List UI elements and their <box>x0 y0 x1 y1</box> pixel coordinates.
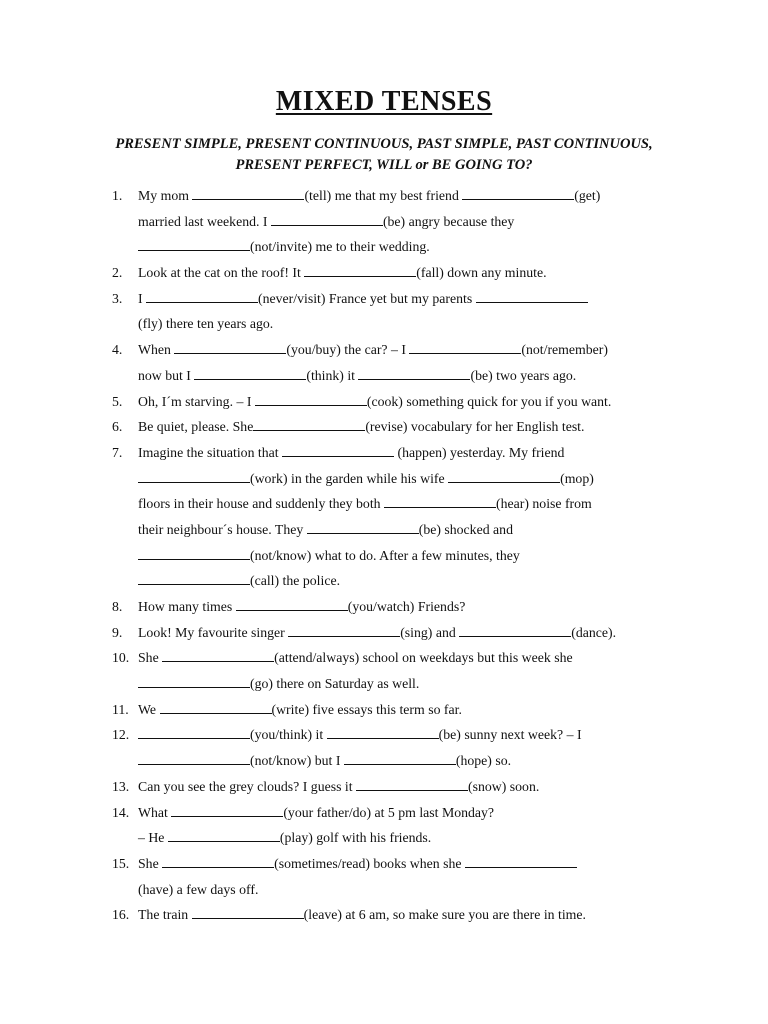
text-segment: (go) there on Saturday as well. <box>250 676 420 692</box>
text-segment: (your father/do) at 5 pm last Monday? <box>283 804 495 820</box>
exercise-text <box>138 671 419 697</box>
answer-blank[interactable] <box>271 213 383 226</box>
exercise-text <box>138 851 577 877</box>
text-segment: married last weekend. I <box>138 213 271 229</box>
exercise-text <box>138 260 547 286</box>
text-segment: Can you see the grey clouds? I guess it <box>138 778 357 794</box>
exercise-line <box>0 183 768 209</box>
answer-blank[interactable] <box>168 829 280 842</box>
exercise-line <box>0 825 768 851</box>
exercise-line <box>0 286 768 312</box>
exercise-text <box>138 466 594 492</box>
answer-blank[interactable] <box>192 906 304 919</box>
text-segment: She <box>138 855 163 871</box>
answer-blank[interactable] <box>171 804 283 817</box>
item-number: 2. <box>112 265 123 281</box>
text-segment: (leave) at 6 am, so make sure you are there in time. <box>303 907 586 923</box>
text-segment: (be) two years ago. <box>470 367 577 383</box>
exercise-line <box>0 877 768 903</box>
answer-blank[interactable] <box>162 855 274 868</box>
answer-blank[interactable] <box>255 393 367 406</box>
exercise-line <box>0 209 768 235</box>
exercise-line <box>0 851 768 877</box>
exercise-line <box>0 671 768 697</box>
text-segment: I <box>138 290 147 306</box>
text-segment: (get) <box>574 188 601 203</box>
answer-blank[interactable] <box>174 341 286 354</box>
answer-blank[interactable] <box>162 649 274 662</box>
item-number: 13. <box>112 778 130 794</box>
text-segment: When <box>138 342 175 358</box>
exercise-text <box>138 491 592 517</box>
answer-blank[interactable] <box>288 624 400 637</box>
answer-blank[interactable] <box>138 470 250 483</box>
answer-blank[interactable] <box>307 521 419 534</box>
item-number: 14. <box>112 804 130 820</box>
answer-blank[interactable] <box>138 752 250 765</box>
item-number: 5. <box>112 393 123 409</box>
exercise-text <box>138 645 573 671</box>
exercise-line <box>0 466 768 492</box>
page-title: MIXED TENSES <box>275 86 493 117</box>
text-segment: (fly) there ten years ago. <box>138 316 274 332</box>
subtitle-line-2: PRESENT PERFECT, WILL or BE GOING TO? <box>235 157 533 173</box>
exercise-line <box>0 389 768 415</box>
text-segment: (have) a few days off. <box>138 881 259 897</box>
text-segment: (play) golf with his friends. <box>279 830 432 846</box>
exercise-text <box>138 337 608 363</box>
text-segment: (dance). <box>571 624 617 640</box>
exercise-line <box>0 414 768 440</box>
text-segment: How many times <box>138 599 236 614</box>
answer-blank[interactable] <box>459 624 571 637</box>
exercise-line <box>0 645 768 671</box>
text-segment: (write) five essays this term so far. <box>271 701 462 717</box>
item-number: 6. <box>112 419 123 435</box>
answer-blank[interactable] <box>282 444 394 457</box>
text-segment: Look! My favourite singer <box>138 624 289 640</box>
text-segment: (cook) something quick for you if you want. <box>366 393 612 409</box>
exercise-text <box>138 697 462 723</box>
answer-blank[interactable] <box>138 726 250 739</box>
text-segment: (be) shocked and <box>418 521 513 537</box>
text-segment: (sometimes/read) books when she <box>274 855 465 871</box>
exercise-line <box>0 748 768 774</box>
text-segment: (call) the police. <box>250 573 341 589</box>
text-segment: (not/know) but I <box>250 753 344 769</box>
exercise-line <box>0 517 768 543</box>
answer-blank[interactable] <box>304 264 416 277</box>
text-segment: (happen) yesterday. My friend <box>394 444 565 460</box>
answer-blank[interactable] <box>462 187 574 200</box>
exercise-line <box>0 902 768 928</box>
answer-blank[interactable] <box>253 418 365 431</box>
item-number: 4. <box>112 342 123 358</box>
exercise-line <box>0 363 768 389</box>
exercise-line <box>0 337 768 363</box>
text-segment: (fall) down any minute. <box>416 265 547 281</box>
exercise-text <box>138 594 465 620</box>
text-segment: (hope) so. <box>455 753 512 769</box>
answer-blank[interactable] <box>192 187 304 200</box>
exercise-line <box>0 311 768 337</box>
answer-blank[interactable] <box>138 572 250 585</box>
exercise-text <box>138 722 582 748</box>
item-number: 12. <box>112 727 130 743</box>
exercise-line <box>0 260 768 286</box>
text-segment: (tell) me that my best friend <box>304 188 463 203</box>
subtitle-line-1: PRESENT SIMPLE, PRESENT CONTINUOUS, PAST SIMPLE, PAST CONTINUOUS, <box>115 136 653 152</box>
answer-blank[interactable] <box>448 470 560 483</box>
text-segment: – He <box>138 830 168 846</box>
answer-blank[interactable] <box>146 290 258 303</box>
exercise-text <box>138 414 584 440</box>
answer-blank[interactable] <box>344 752 456 765</box>
text-segment: (hear) noise from <box>496 496 592 512</box>
text-segment: We <box>138 701 160 717</box>
answer-blank[interactable] <box>327 726 439 739</box>
exercise-line <box>0 620 768 646</box>
exercise-text <box>138 440 564 466</box>
exercise-text <box>138 774 539 800</box>
text-segment: Look at the cat on the roof! It <box>138 265 305 281</box>
exercise-text <box>138 363 576 389</box>
item-number: 11. <box>112 701 129 717</box>
exercise-text <box>138 568 340 594</box>
answer-blank[interactable] <box>384 495 496 508</box>
exercise-text <box>138 902 586 928</box>
exercise-text <box>138 877 258 903</box>
text-segment: (snow) soon. <box>468 778 540 794</box>
exercise-text <box>138 286 588 312</box>
exercise-text <box>138 183 600 209</box>
text-segment: Be quiet, please. She <box>138 419 254 435</box>
text-segment: now but I <box>138 367 195 383</box>
item-number: 10. <box>112 650 130 666</box>
text-segment: (think) it <box>306 367 359 383</box>
text-segment: (attend/always) school on weekdays but this week she <box>274 650 573 666</box>
text-segment: What <box>138 804 172 820</box>
exercise-text <box>138 311 273 337</box>
item-number: 3. <box>112 290 123 306</box>
answer-blank[interactable] <box>138 547 250 560</box>
answer-blank[interactable] <box>138 675 250 688</box>
text-segment: (mop) <box>560 470 594 486</box>
text-segment: (you/think) it <box>250 727 327 743</box>
text-segment: (be) angry because they <box>382 213 515 229</box>
item-number: 9. <box>112 624 123 640</box>
text-segment: (not/invite) me to their wedding. <box>250 239 430 255</box>
exercise-line <box>0 543 768 569</box>
text-segment: The train <box>138 907 192 923</box>
exercise-line <box>0 440 768 466</box>
text-segment: their neighbour´s house. They <box>138 521 307 537</box>
item-number: 1. <box>112 188 123 203</box>
text-segment: (work) in the garden while his wife <box>250 470 449 486</box>
answer-blank[interactable] <box>465 855 577 868</box>
answer-blank[interactable] <box>409 341 521 354</box>
answer-blank[interactable] <box>356 778 468 791</box>
text-segment: (never/visit) France yet but my parents <box>258 290 476 306</box>
item-number: 8. <box>112 599 123 614</box>
exercise-text <box>138 800 494 826</box>
exercise-text <box>138 234 430 260</box>
exercise-line <box>0 774 768 800</box>
exercise-text <box>138 825 431 851</box>
page-subtitle <box>0 134 768 176</box>
text-segment: (revise) vocabulary for her English test. <box>365 419 585 435</box>
exercise-line <box>0 697 768 723</box>
answer-blank[interactable] <box>476 290 588 303</box>
text-segment: (sing) and <box>400 624 460 640</box>
item-number: 16. <box>112 907 130 923</box>
text-segment: (be) sunny next week? – I <box>438 727 582 743</box>
text-segment: My mom <box>138 188 193 203</box>
exercise-text <box>138 620 616 646</box>
exercise-list <box>0 183 768 928</box>
answer-blank[interactable] <box>236 598 348 611</box>
text-segment: Imagine the situation that <box>138 444 283 460</box>
exercise-text <box>138 209 514 235</box>
exercise-text <box>138 748 511 774</box>
answer-blank[interactable] <box>138 238 250 251</box>
exercise-line <box>0 594 768 620</box>
text-segment: Oh, I´m starving. – I <box>138 393 255 409</box>
item-number: 15. <box>112 855 130 871</box>
answer-blank[interactable] <box>194 367 306 380</box>
item-number: 7. <box>112 444 123 460</box>
exercise-text <box>138 517 513 543</box>
exercise-line <box>0 234 768 260</box>
text-segment: (you/watch) Friends? <box>347 599 466 614</box>
exercise-text <box>138 389 611 415</box>
answer-blank[interactable] <box>358 367 470 380</box>
text-segment: She <box>138 650 163 666</box>
exercise-line <box>0 491 768 517</box>
exercise-text <box>138 543 520 569</box>
exercise-line <box>0 568 768 594</box>
text-segment: floors in their house and suddenly they both <box>138 496 385 512</box>
answer-blank[interactable] <box>160 701 272 714</box>
text-segment: (not/know) what to do. After a few minutes, they <box>250 547 520 563</box>
text-segment: (you/buy) the car? – I <box>286 342 410 358</box>
exercise-line <box>0 722 768 748</box>
exercise-line <box>0 800 768 826</box>
text-segment: (not/remember) <box>521 342 608 358</box>
